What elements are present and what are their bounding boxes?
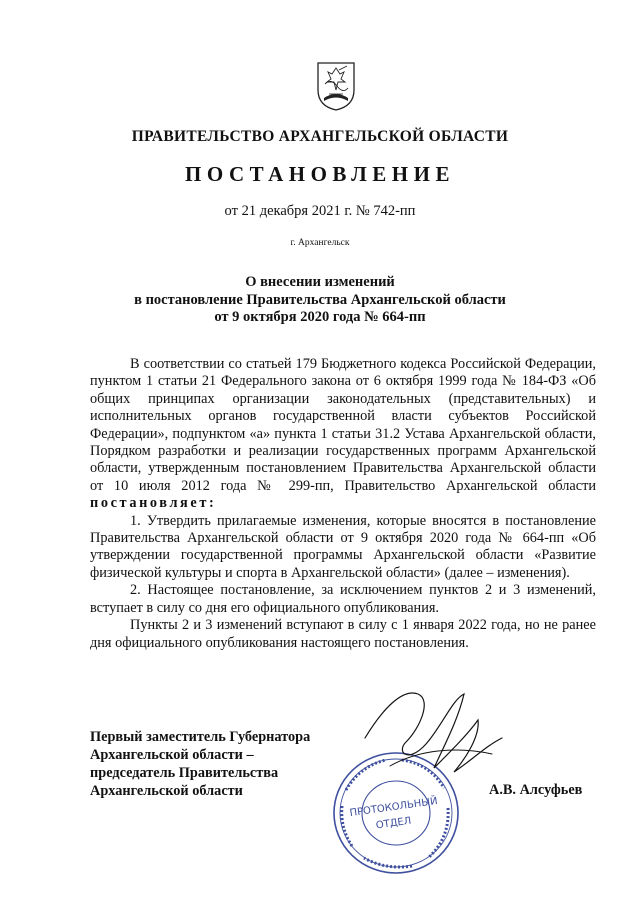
document-title (0, 274, 640, 327)
document-type: ПОСТАНОВЛЕНИЕ (185, 162, 455, 186)
title-line-3: от 9 октября 2020 года № 664-пп (214, 309, 426, 325)
resolve-word: постановляет: (90, 495, 217, 512)
document-body (90, 356, 596, 652)
signatory-line-2: Архангельской области – (90, 747, 254, 763)
paragraph-preamble (90, 356, 596, 513)
paragraph-item-1: 1. Утвердить прилагаемые изменения, которые вносятся в постановление Правительства Архангельской области от 9 октября 2020 года № 664-пп «Об утверждении государственной программы Архангельской области «Развитие физической культуры и спорта в Архангельской области» (далее – изменения). (90, 512, 596, 581)
stamp-center-line-2: ОТДЕЛ (375, 815, 413, 832)
coat-of-arms-icon (315, 60, 357, 112)
title-line-2: в постановление Правительства Архангельской области (134, 291, 506, 308)
signatory-name: А.В. Алсуфьев (489, 782, 583, 798)
paragraph-effective-date: Пункты 2 и 3 изменений вступают в силу с 1 января 2022 года, но не ранее дня официального опубликования настоящего постановления. (90, 617, 596, 651)
document-date-number: от 21 декабря 2021 г. № 742-пп (224, 203, 416, 219)
preamble-text: В соответствии со статьей 179 Бюджетного кодекса Российской Федерации, пунктом 1 статьи 21 Федерального закона от 6 октября 1999 года № 184-ФЗ «Об общих принципах организации законодательных (представительных) и исполнительных органов государственной власти субъектов Российской Федерации», подпунктом «а» пункта 1 статьи 31.2 Устава Архангельской области, Порядком разработки и реализации государственных программ Архангельской области, утвержденным постановлением Правительства Архангельской области от 10 июля 2012 года № 299-пп, Правительство Архангельской области (90, 356, 596, 494)
document-city: г. Архангельск (290, 238, 350, 248)
signatory-position (90, 728, 310, 800)
government-name: ПРАВИТЕЛЬСТВО АРХАНГЕЛЬСКОЙ ОБЛАСТИ (131, 128, 509, 145)
stamp-center-line-1: ПРОТОКОЛЬНЫЙ (349, 795, 439, 820)
handwritten-signature (360, 680, 510, 790)
signatory-line-1: Первый заместитель Губернатора (90, 729, 311, 745)
signatory-line-4: Архангельской области (90, 783, 243, 799)
paragraph-item-2: 2. Настоящее постановление, за исключением пунктов 2 и 3 изменений, вступает в силу со дня его официального опубликования. (90, 582, 596, 616)
title-line-1: О внесении изменений (245, 274, 395, 290)
signatory-line-3: председатель Правительства (90, 765, 279, 781)
